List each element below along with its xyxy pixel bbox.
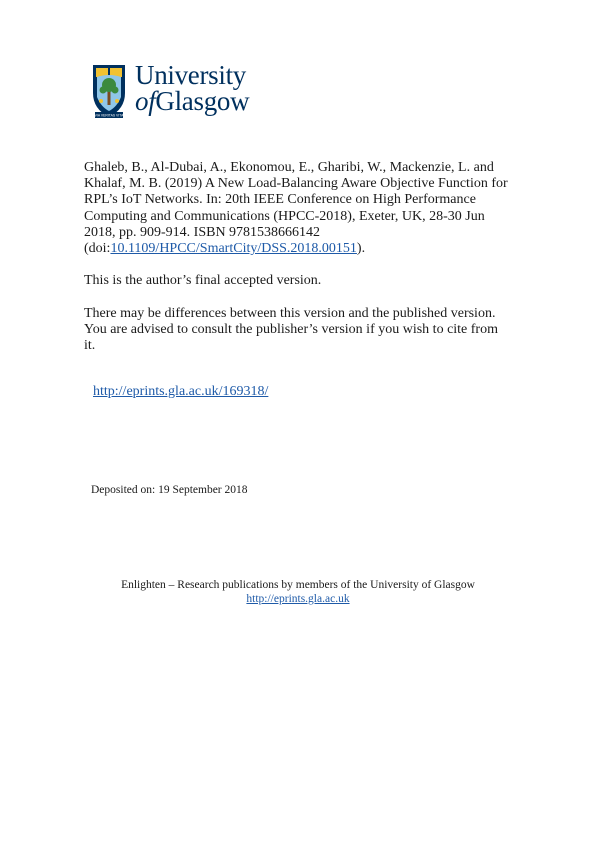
- wordmark-line1: University: [135, 60, 246, 90]
- deposited-date: Deposited on: 19 September 2018: [91, 484, 248, 496]
- crest-motto: VIA VERITAS VITA: [94, 113, 124, 118]
- wordmark-of: of: [135, 86, 156, 116]
- doi-prefix: (doi:: [84, 241, 111, 257]
- footer-link-row: [0, 591, 596, 607]
- citation-doi: [84, 241, 508, 257]
- note-line: You are advised to consult the publisher’s version if you wish to cite from: [84, 322, 498, 338]
- citation-line: 2018, pp. 909-914. ISBN 9781538666142: [84, 224, 321, 240]
- note-line: it.: [84, 338, 96, 354]
- differences-note: [84, 306, 498, 355]
- wordmark-line2: [135, 86, 249, 117]
- eprint-link[interactable]: http://eprints.gla.ac.uk/169318/: [93, 384, 269, 399]
- wordmark-glasgow: Glasgow: [155, 86, 250, 116]
- doi-suffix: ).: [356, 241, 366, 257]
- note-line: There may be differences between this version and the published version.: [84, 306, 496, 321]
- citation-line: Khalaf, M. B. (2019) A New Load-Balancing Aware Objective Function for: [84, 176, 508, 192]
- citation-line: Ghaleb, B., Al-Dubai, A., Ekonomou, E., Gharibi, W., Mackenzie, L. and: [84, 160, 494, 175]
- enlighten-link[interactable]: http://eprints.gla.ac.uk: [246, 593, 350, 605]
- citation: [84, 160, 508, 257]
- citation-line: Computing and Communications (HPCC-2018), Exeter, UK, 28-30 Jun: [84, 208, 485, 224]
- university-logo: [91, 60, 271, 121]
- crest-icon: [91, 63, 127, 119]
- author-version-note: This is the author’s final accepted version.: [84, 273, 322, 288]
- citation-line: RPL’s IoT Networks. In: 20th IEEE Conference on High Performance: [84, 192, 476, 208]
- footer-text: Enlighten – Research publications by members of the University of Glasgow: [121, 579, 475, 591]
- doi-link[interactable]: 10.1109/HPCC/SmartCity/DSS.2018.00151: [110, 241, 357, 257]
